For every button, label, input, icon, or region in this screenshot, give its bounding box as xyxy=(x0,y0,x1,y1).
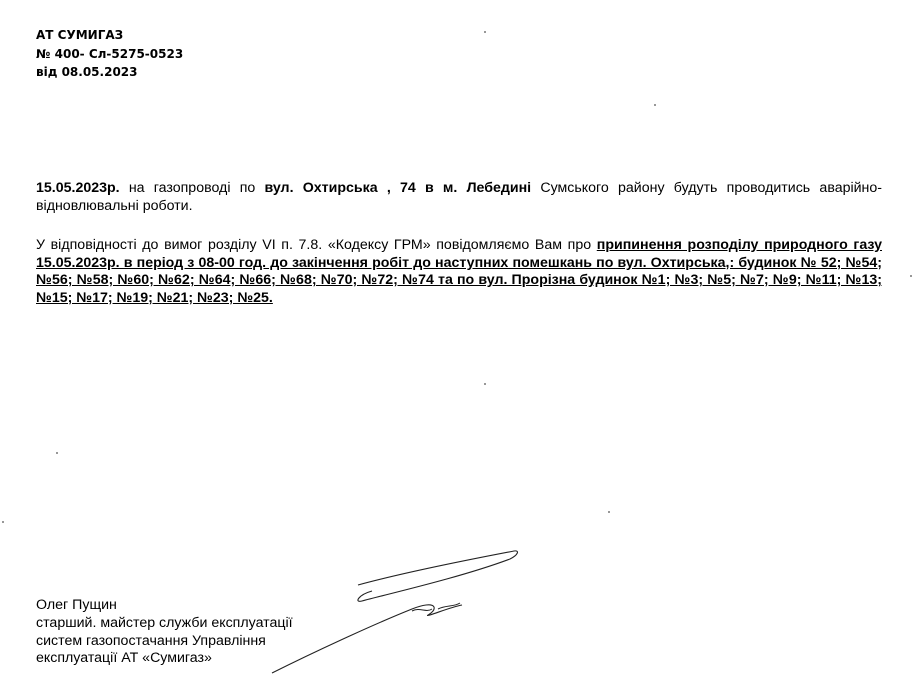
scan-speck xyxy=(484,31,486,33)
scan-speck xyxy=(56,452,58,454)
company-name: АТ СУМИГАЗ xyxy=(36,28,124,42)
signatory-block xyxy=(36,597,293,668)
scan-speck xyxy=(654,104,656,106)
notice-paragraph xyxy=(36,180,882,215)
notice-text-2: Сумського району будуть проводитись аварійно-відновлювальні роботи. xyxy=(36,180,882,214)
signatory-position-3: експлуатації АТ «Сумигаз» xyxy=(36,650,212,667)
signatory-position-1: старший. майстер служби експлуатації xyxy=(36,614,293,631)
shutoff-details: припинення розподілу природного газу 15.05.2023р. в період з 08-00 год. до закінчення робіт до наступних помешкань по вул. Охтирська,: будинок № 52; №54; №56; №58; №60; №62; №64; №66; №68; №70; №72; №74 та по вул. Прорізна будинок №1; №3; №5; №7; №9; №11; №13; №15; №17; №19; №21; №23; №25. xyxy=(36,237,882,306)
letter-header xyxy=(36,26,183,82)
document-number: № 400- Сл-5275-0523 xyxy=(36,46,184,61)
scan-speck xyxy=(608,511,610,513)
street-address: вул. Охтирська , 74 в м. Лебедині xyxy=(264,180,532,196)
signatory-name: Олег Пущин xyxy=(36,597,117,613)
scan-speck xyxy=(2,521,4,523)
handwritten-signature xyxy=(262,545,532,675)
shutoff-intro: У відповідності до вимог розділу VI п. 7.8. «Кодексу ГРМ» повідомляємо Вам про xyxy=(36,237,597,253)
notice-text-1: на газопроводі по xyxy=(119,180,265,196)
gas-shutoff-paragraph xyxy=(36,237,882,307)
signatory-position-2: систем газопостачання Управління xyxy=(36,632,266,649)
scan-speck xyxy=(484,383,486,385)
document-date: від 08.05.2023 xyxy=(36,65,138,79)
scan-speck xyxy=(910,275,912,277)
work-date: 15.05.2023р. xyxy=(36,180,120,196)
